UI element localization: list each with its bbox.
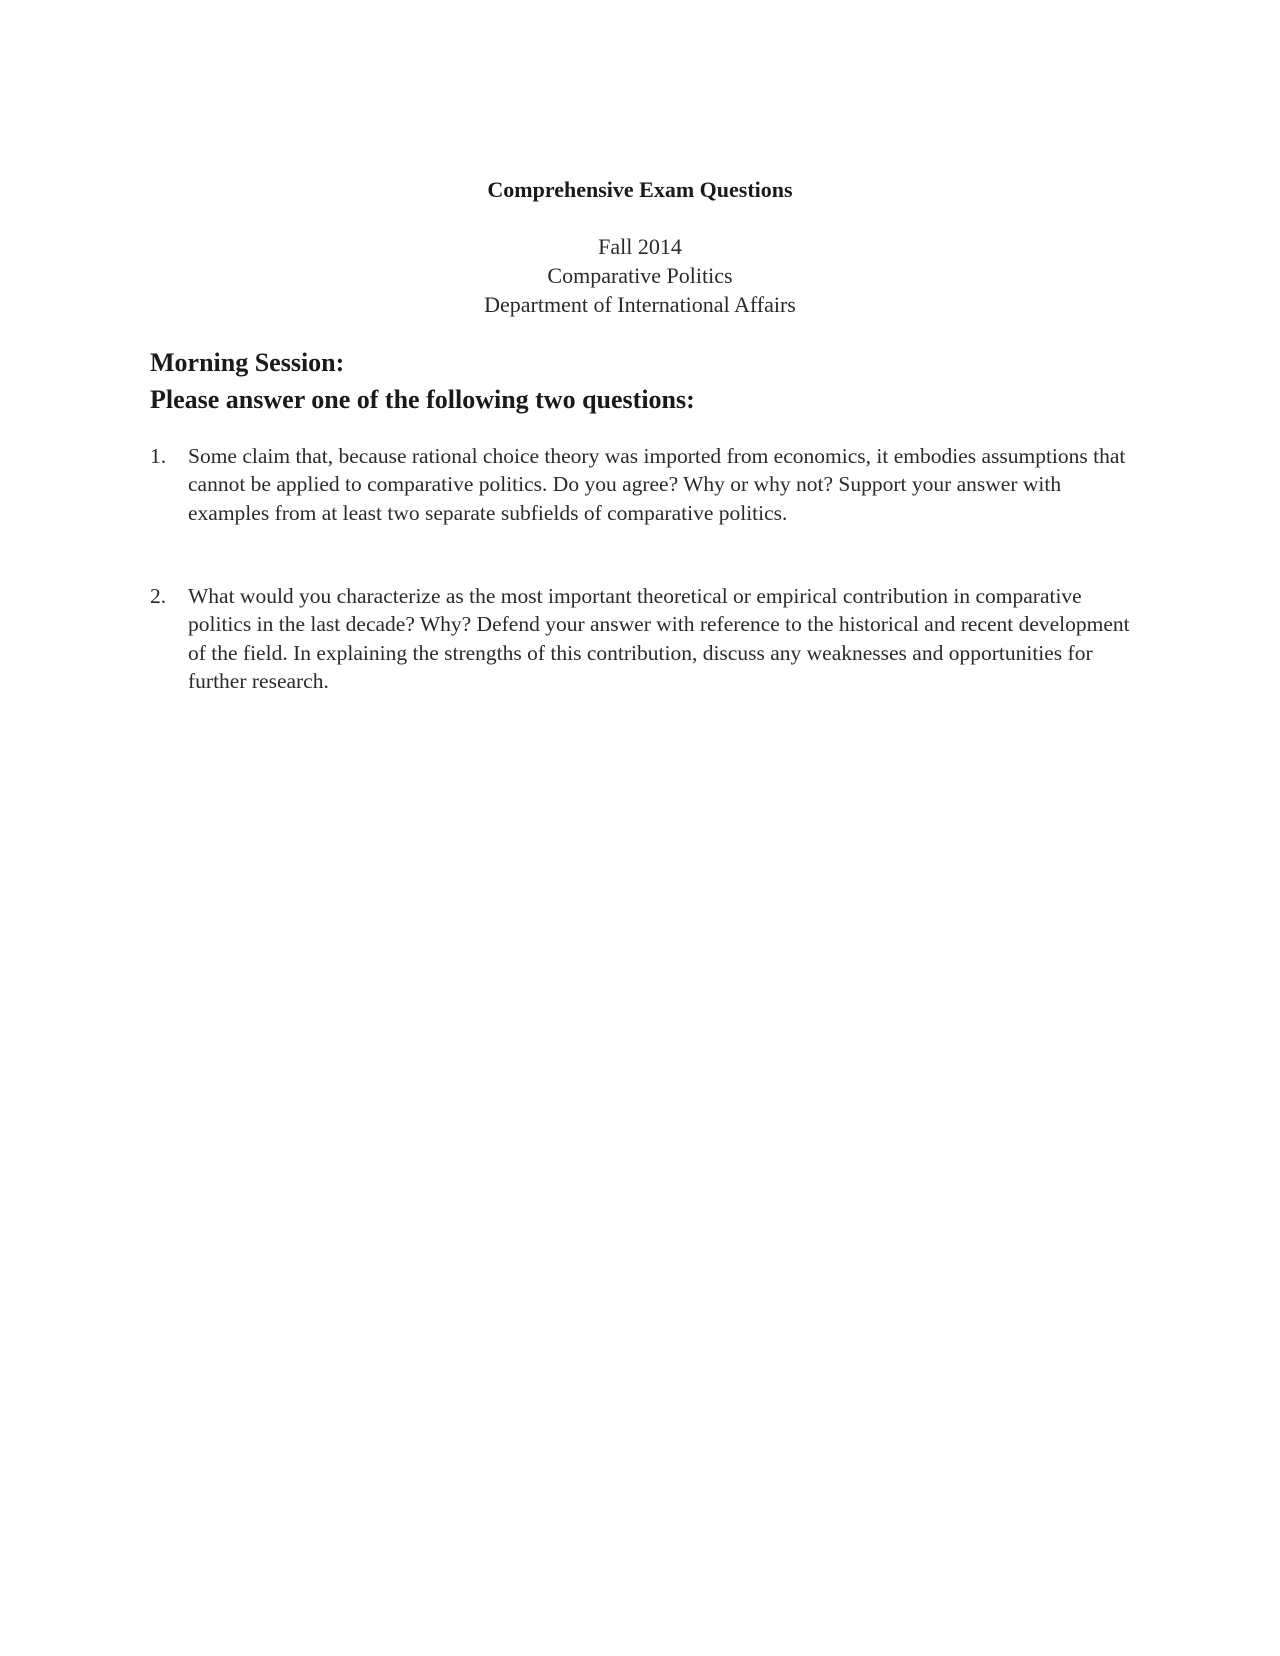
- exam-department: Department of International Affairs: [484, 292, 796, 317]
- question-text: Some claim that, because rational choice theory was imported from economics, it embodies assumptions that cannot be applied to comparative politics. Do you agree? Why or why not? Support your answer with examples from at least two separate subfields of comparative politics.: [188, 444, 1126, 525]
- session-header: [150, 344, 1150, 418]
- question-text: What would you characterize as the most important theoretical or empirical contribution in comparative politics in the last decade? Why? Defend your answer with reference to the historical and recent development of the field. In explaining the strengths of this contribution, discuss any weaknesses and opportunities for further research.: [188, 584, 1130, 693]
- session-heading: Morning Session:: [150, 348, 345, 377]
- document-meta: [0, 232, 1280, 319]
- exam-term: Fall 2014: [598, 234, 682, 259]
- document-title: Comprehensive Exam Questions: [487, 177, 793, 202]
- question-number: 2.: [150, 584, 167, 608]
- question-item: [150, 442, 1130, 527]
- question-item: [150, 582, 1130, 695]
- exam-field: Comparative Politics: [547, 263, 733, 288]
- question-number: 1.: [150, 444, 167, 468]
- question-list-2: [150, 582, 1130, 695]
- question-list-1: [150, 442, 1130, 527]
- session-instruction: Please answer one of the following two questions:: [150, 385, 695, 414]
